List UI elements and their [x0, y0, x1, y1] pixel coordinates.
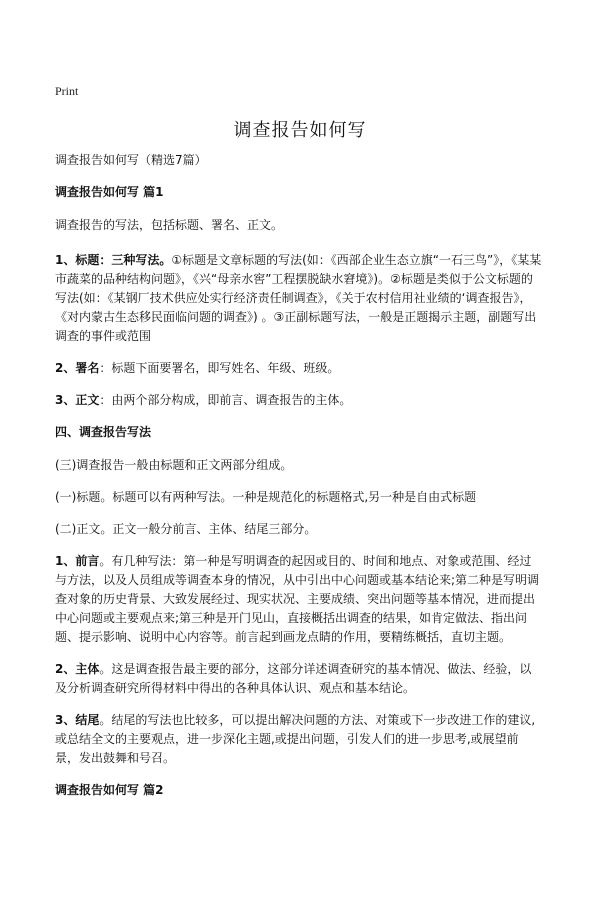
paragraph-text: 。有几种写法：第一种是写明调查的起因或目的、时间和地点、对象或范围、经过与方法，以及人员组成等调查本身的情况，从中引出中心问题或基本结论来;第二种是写明调查对象的历史背景、大致发展经过、现实状况、主要成绩、突出问题等基本情况，进而提出中心问题或主要观点来;第三种是开门见山，直接概括出调查的结果，如肯定做法、指出问题、提示影响、说明中心内容等。前言起到画龙点睛的作用，要精练概括，直切主题。 — [55, 554, 540, 644]
paragraph-text: ：由两个部分构成，即前言、调查报告的主体。 — [99, 393, 352, 407]
paragraph-text: 。结尾的写法也比较多，可以提出解决问题的方法、对策或下一步改进工作的建议,或总结全文的主要观点，进一步深化主题,或提出问题，引发人们的进一步思考,或展望前景，发出鼓舞和号召。 — [55, 713, 536, 765]
section-heading-1: 调查报告如何写 篇1 — [55, 185, 164, 199]
paragraph-signature — [55, 359, 542, 378]
document-title: 调查报告如何写 — [233, 120, 367, 141]
paragraph-two: (二)正文。正文一般分前言、主体、结尾三部分。 — [55, 522, 317, 536]
section-heading-4: 四、调查报告写法 — [55, 425, 152, 439]
paragraph-text: ①标题是文章标题的写法(如：《西部企业生态立旗“一石三鸟”》，《某某市蔬菜的品种结构问题》，《兴“母亲水窖”工程摆脱缺水窘境》)。②标题是类似于公文标题的写法(如：《某钢厂技术供应处实行经济责任制调查》，《关于农村信用社业绩的‘调查报告》，《对内蒙古生态移民面临问题的调查》) 。③正副标题写法，一般是正题揭示主题，副题写出调查的事件或范围 — [55, 253, 542, 343]
section-heading-2: 调查报告如何写 篇2 — [55, 783, 164, 797]
paragraph-ending — [55, 711, 542, 768]
paragraph-lead: 2、署名 — [55, 361, 100, 375]
paragraph-text: ：标题下面要署名，即写姓名、年级、班级。 — [99, 361, 340, 375]
document-subtitle: 调查报告如何写（精选7篇） — [55, 153, 207, 167]
paragraph-three: (三)调查报告一般由标题和正文两部分组成。 — [55, 458, 293, 472]
print-label[interactable]: Print — [55, 84, 79, 98]
paragraph-body — [55, 391, 542, 410]
paragraph-main — [55, 660, 542, 698]
paragraph-intro: 调查报告的写法，包括标题、署名、正文。 — [55, 218, 284, 232]
paragraph-lead: 1、前言 — [55, 554, 100, 568]
document-body — [55, 151, 542, 814]
paragraph-lead: 2、主体 — [55, 662, 100, 676]
paragraph-lead: 1、标题：三种写法。 — [55, 253, 172, 267]
paragraph-lead: 3、结尾 — [55, 713, 100, 727]
paragraph-text: 。这是调查报告最主要的部分，这部分详述调查研究的基本情况、做法、经验，以及分析调查研究所得材料中得出的各种具体认识、观点和基本结论。 — [55, 662, 532, 695]
paragraph-preface — [55, 552, 542, 647]
paragraph-one: (一)标题。标题可以有两种写法。一种是规范化的标题格式,另一种是自由式标题 — [55, 490, 477, 504]
paragraph-lead: 3、正文 — [55, 393, 100, 407]
paragraph-title-methods — [55, 251, 542, 346]
